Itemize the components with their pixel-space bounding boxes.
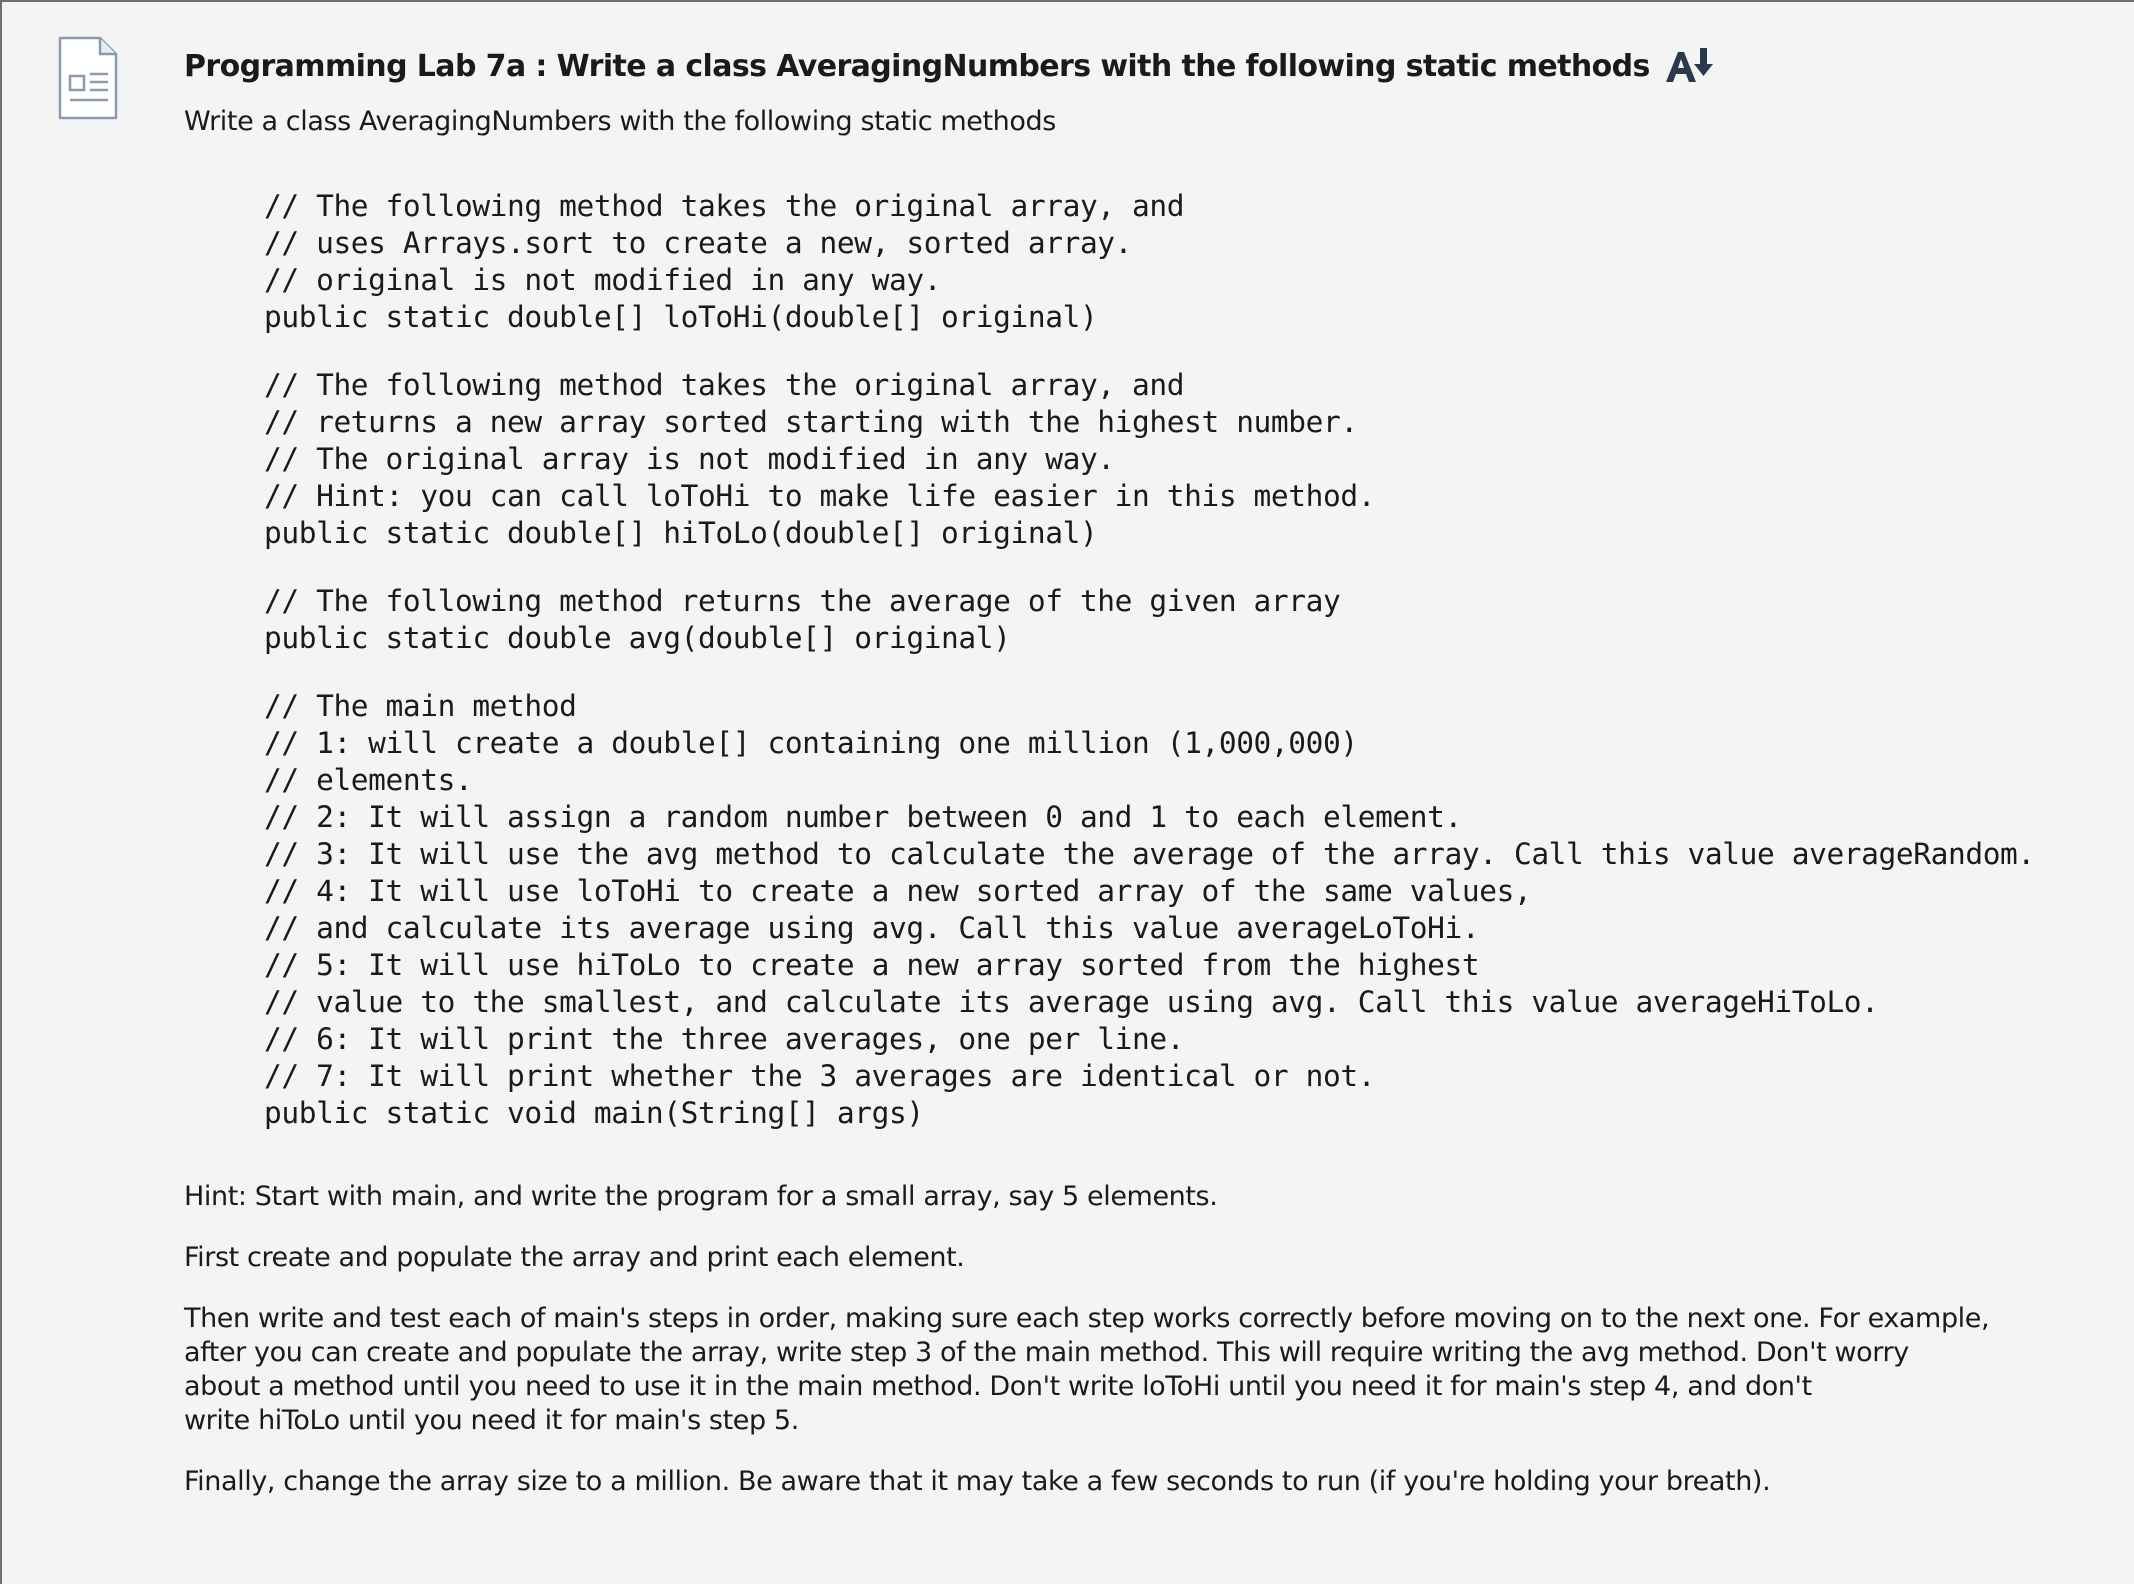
code-line: // 1: will create a double[] containing one million (1,000,000)	[264, 726, 1358, 760]
code-line: // returns a new array sorted starting with the highest number.	[264, 405, 1358, 439]
code-line: public static double[] loToHi(double[] original)	[264, 300, 1098, 334]
steps-line: about a method until you need to use it in the main method. Don't write loToHi until you need it for main's step 4, and don't	[184, 1371, 1812, 1402]
assignment-content	[184, 42, 2084, 1499]
title-row	[184, 42, 2084, 90]
code-line: // elements.	[264, 763, 473, 797]
code-line: // 7: It will print whether the 3 averages are identical or not.	[264, 1059, 1376, 1093]
code-block-hitolo	[264, 367, 2084, 552]
hint-paragraph: Hint: Start with main, and write the program for a small array, say 5 elements.	[184, 1181, 1218, 1212]
code-line: // The following method takes the original array, and	[264, 189, 1185, 223]
code-line: // uses Arrays.sort to create a new, sorted array.	[264, 226, 1133, 260]
code-line: // 3: It will use the avg method to calculate the average of the array. Call this value averageRandom.	[264, 837, 2035, 871]
code-line: public static void main(String[] args)	[264, 1096, 924, 1130]
code-line: // The following method returns the average of the given array	[264, 584, 1341, 618]
code-line: // 6: It will print the three averages, one per line.	[264, 1022, 1185, 1056]
code-listing	[264, 188, 2084, 1132]
code-line: // original is not modified in any way.	[264, 263, 942, 297]
code-line: // The main method	[264, 689, 577, 723]
steps-line: write hiToLo until you need it for main's step 5.	[184, 1405, 799, 1436]
sort-descending-icon[interactable]	[1664, 46, 1714, 86]
code-line: // 5: It will use hiToLo to create a new array sorted from the highest	[264, 948, 1480, 982]
code-line: public static double[] hiToLo(double[] original)	[264, 516, 1098, 550]
steps-line: after you can create and populate the array, write step 3 of the main method. This will require writing the avg method. Don't worry	[184, 1337, 1909, 1368]
code-block-avg	[264, 583, 2084, 657]
code-line: // and calculate its average using avg. Call this value averageLoToHi.	[264, 911, 1480, 945]
code-line: // The original array is not modified in any way.	[264, 442, 1115, 476]
code-line: // The following method takes the original array, and	[264, 368, 1185, 402]
code-line: // 4: It will use loToHi to create a new sorted array of the same values,	[264, 874, 1532, 908]
code-line: public static double avg(double[] original)	[264, 621, 1011, 655]
steps-paragraph	[184, 1302, 2084, 1438]
code-line: // value to the smallest, and calculate its average using avg. Call this value averageHiToLo.	[264, 985, 1879, 1019]
code-block-main	[264, 688, 2084, 1132]
code-line: // 2: It will assign a random number between 0 and 1 to each element.	[264, 800, 1462, 834]
assignment-description: Write a class AveragingNumbers with the following static methods	[184, 106, 1056, 137]
code-block-lotohi	[264, 188, 2084, 336]
final-paragraph: Finally, change the array size to a million. Be aware that it may take a few seconds to run (if you're holding your breath).	[184, 1466, 1771, 1497]
code-line: // Hint: you can call loToHi to make life easier in this method.	[264, 479, 1376, 513]
document-icon	[58, 36, 118, 120]
steps-line: Then write and test each of main's steps in order, making sure each step works correctly before moving on to the next one. For example,	[184, 1303, 1990, 1334]
assignment-title: Programming Lab 7a : Write a class AveragingNumbers with the following static methods	[184, 48, 1650, 84]
first-step-paragraph: First create and populate the array and print each element.	[184, 1242, 965, 1273]
